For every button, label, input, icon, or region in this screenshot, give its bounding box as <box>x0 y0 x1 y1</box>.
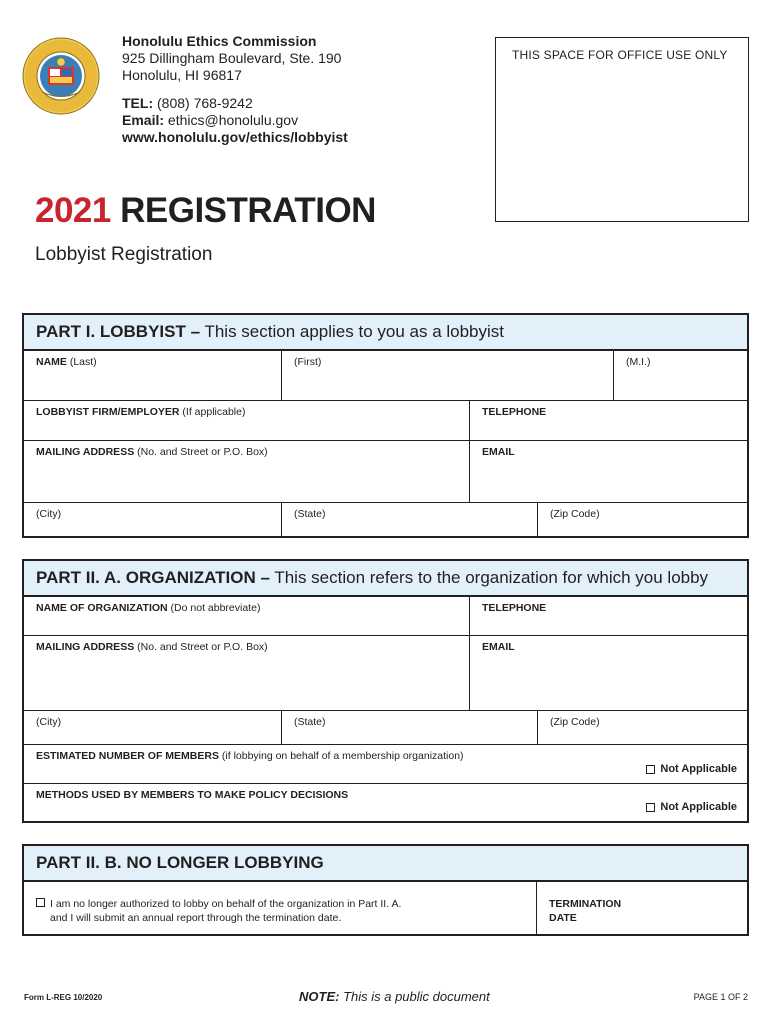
mailing-label-rest: (No. and Street or P.O. Box) <box>134 446 268 458</box>
note-label: NOTE: <box>299 989 340 1004</box>
part2b-heading <box>24 846 747 881</box>
public-document-note <box>299 989 490 1004</box>
members-not-applicable-checkbox[interactable] <box>646 763 737 775</box>
org-telephone-label: TELEPHONE <box>482 602 547 614</box>
checkbox-icon[interactable] <box>36 898 45 907</box>
tel-label: TEL: <box>122 95 154 111</box>
title-text: REGISTRATION <box>120 191 376 230</box>
title-year: 2021 <box>35 191 111 230</box>
termination-label-2: DATE <box>549 912 577 924</box>
members-na-label: Not Applicable <box>660 763 737 775</box>
checkbox-icon <box>646 765 655 774</box>
address-line-1: 925 Dillingham Boulevard, Ste. 190 <box>122 50 342 66</box>
email-label: Email: <box>122 112 165 128</box>
members-label-bold: ESTIMATED NUMBER OF MEMBERS <box>36 750 219 762</box>
page-title <box>35 191 376 231</box>
page-number: PAGE 1 OF 2 <box>693 992 748 1002</box>
tel-value: (808) 768-9242 <box>157 95 253 111</box>
organization-zip-field[interactable] <box>537 711 747 744</box>
org-name-label-bold: NAME OF ORGANIZATION <box>36 602 168 614</box>
page-subtitle: Lobbyist Registration <box>35 244 213 265</box>
middle-initial-field[interactable] <box>613 351 747 400</box>
lobbyist-telephone-field[interactable] <box>469 401 747 440</box>
part1-lobbyist-section <box>22 313 749 538</box>
lobbyist-zip-field[interactable] <box>537 503 747 536</box>
part2a-organization-section <box>22 559 749 823</box>
address-line-2: Honolulu, HI 96817 <box>122 67 242 83</box>
zip-label: (Zip Code) <box>550 508 600 520</box>
first-name-label: (First) <box>294 356 322 368</box>
org-mailing-label-rest: (No. and Street or P.O. Box) <box>134 641 268 653</box>
lobbyist-city-field[interactable] <box>24 503 281 536</box>
email-label: EMAIL <box>482 446 515 458</box>
policy-methods-field[interactable] <box>24 784 747 821</box>
statement-text-1: I am no longer authorized to lobby on behalf of the organization in Part II. A. <box>50 898 402 910</box>
part2a-heading-text: This section refers to the organization for which you lobby <box>269 568 709 587</box>
organization-email-field[interactable] <box>469 636 747 710</box>
org-zip-label: (Zip Code) <box>550 716 600 728</box>
telephone-line <box>122 95 348 112</box>
org-city-label: (City) <box>36 716 62 728</box>
last-name-field[interactable] <box>24 351 281 400</box>
lobbyist-firm-field[interactable] <box>24 401 469 440</box>
termination-date-field[interactable] <box>536 882 747 934</box>
organization-state-field[interactable] <box>281 711 537 744</box>
mailing-label-bold: MAILING ADDRESS <box>36 446 135 458</box>
telephone-label: TELEPHONE <box>482 406 547 418</box>
last-name-label-bold: NAME <box>36 356 67 368</box>
first-name-field[interactable] <box>281 351 613 400</box>
organization-mailing-address-field[interactable] <box>24 636 469 710</box>
methods-not-applicable-checkbox[interactable] <box>646 801 737 813</box>
organization-name-field[interactable] <box>24 597 469 635</box>
org-mailing-label-bold: MAILING ADDRESS <box>36 641 135 653</box>
city-label: (City) <box>36 508 62 520</box>
checkbox-icon <box>646 803 655 812</box>
state-label: (State) <box>294 508 326 520</box>
lobbyist-email-field[interactable] <box>469 441 747 502</box>
part2a-heading <box>24 561 747 596</box>
office-use-box <box>495 37 749 222</box>
lobbyist-state-field[interactable] <box>281 503 537 536</box>
firm-label-rest: (If applicable) <box>179 406 246 418</box>
part1-heading-bold: PART I. LOBBYIST – <box>36 322 201 341</box>
website-link[interactable]: www.honolulu.gov/ethics/lobbyist <box>122 129 348 145</box>
part1-heading-text: This section applies to you as a lobbyist <box>200 322 505 341</box>
lobbyist-mailing-address-field[interactable] <box>24 441 469 502</box>
termination-label-1: TERMINATION <box>549 898 622 910</box>
org-email-label: EMAIL <box>482 641 515 653</box>
part2a-heading-bold: PART II. A. ORGANIZATION – <box>36 568 270 587</box>
last-name-label-rest: (Last) <box>66 356 97 368</box>
members-label-rest: (if lobbying on behalf of a membership organization) <box>218 750 464 762</box>
organization-telephone-field[interactable] <box>469 597 747 635</box>
city-seal-logo <box>22 37 100 115</box>
statement-line-1 <box>36 897 536 911</box>
methods-label: METHODS USED BY MEMBERS TO MAKE POLICY DECISIONS <box>36 789 349 801</box>
org-name-label-rest: (Do not abbreviate) <box>167 602 261 614</box>
agency-name: Honolulu Ethics Commission <box>122 33 317 49</box>
agency-info <box>122 33 348 146</box>
organization-city-field[interactable] <box>24 711 281 744</box>
email-value[interactable]: ethics@honolulu.gov <box>167 112 299 128</box>
part1-heading <box>24 315 747 350</box>
middle-initial-label: (M.I.) <box>626 356 651 368</box>
methods-na-label: Not Applicable <box>660 801 737 813</box>
part2b-heading-bold: PART II. B. NO LONGER LOBBYING <box>36 853 324 872</box>
office-use-label: THIS SPACE FOR OFFICE USE ONLY <box>512 48 728 62</box>
firm-label-bold: LOBBYIST FIRM/EMPLOYER <box>36 406 180 418</box>
note-text: This is a public document <box>339 989 490 1004</box>
email-line <box>122 112 348 129</box>
form-id: Form L-REG 10/2020 <box>24 993 103 1002</box>
statement-line-2: and I will submit an annual report through the termination date. <box>50 912 342 924</box>
part2b-no-longer-lobbying-section <box>22 844 749 936</box>
estimated-members-field[interactable] <box>24 745 747 783</box>
no-longer-lobbying-statement[interactable] <box>24 882 536 934</box>
org-state-label: (State) <box>294 716 326 728</box>
